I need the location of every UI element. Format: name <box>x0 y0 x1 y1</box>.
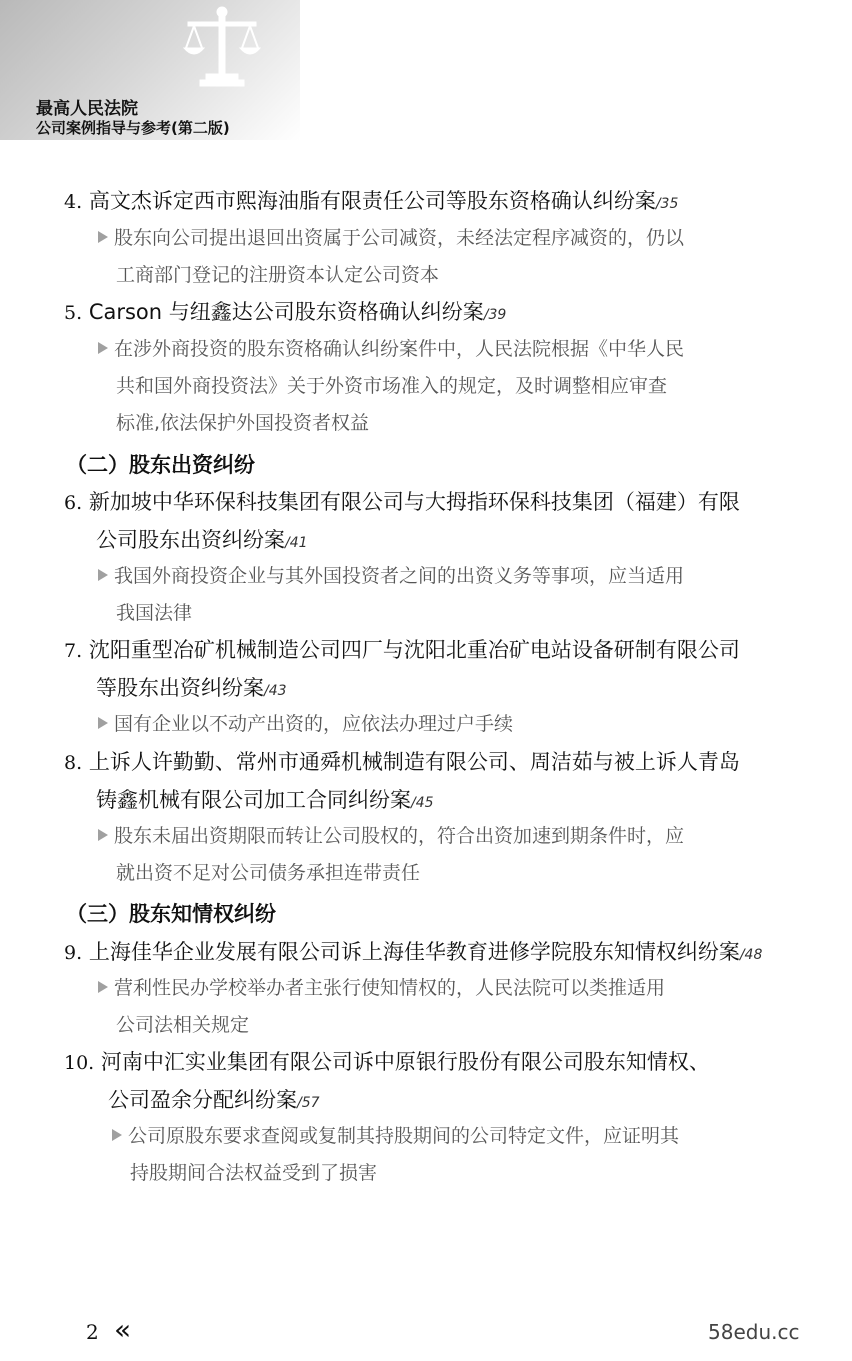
toc-entry-8[interactable] <box>64 752 740 773</box>
watermark: 58edu.cc <box>708 1320 800 1344</box>
entry-page: /48 <box>739 947 763 963</box>
entry-number: 8. <box>64 752 83 774</box>
toc-entry-6-cont[interactable] <box>96 530 308 551</box>
section-heading: （三）股东知情权纠纷 <box>66 902 276 926</box>
toc-entry-6[interactable] <box>64 492 740 513</box>
header-band <box>0 0 300 140</box>
entry-title-line: 铸鑫机械有限公司加工合同纠纷案 <box>96 788 411 812</box>
double-chevron-left-icon: « <box>114 1313 132 1346</box>
entry-summary-line: 我国法律 <box>116 602 193 624</box>
triangle-bullet-icon <box>98 717 108 729</box>
entry-title-line: 等股东出资纠纷案 <box>96 676 264 700</box>
section-heading: （二）股东出资纠纷 <box>66 453 255 477</box>
header-title: 最高人民法院 <box>36 99 138 119</box>
entry-summary-line: 就出资不足对公司债务承担连带责任 <box>116 862 421 884</box>
entry-summary-line: 公司原股东要求查阅或复制其持股期间的公司特定文件，应证明其 <box>112 1127 679 1146</box>
scales-of-justice-icon <box>182 4 262 90</box>
entry-title: 高文杰诉定西市熙海油脂有限责任公司等股东资格确认纠纷案 <box>88 189 656 213</box>
entry-summary-line: 股东未届出资期限而转让公司股权的，符合出资加速到期条件时，应 <box>98 827 684 846</box>
toc-entry-9[interactable] <box>64 942 762 963</box>
entry-number: 10. <box>64 1052 95 1074</box>
entry-summary-line: 营利性民办学校举办者主张行使知情权的，人民法院可以类推适用 <box>98 979 665 998</box>
entry-summary-line: 国有企业以不动产出资的，应依法办理过户手续 <box>98 715 513 734</box>
toc-entry-7-cont[interactable] <box>96 678 287 699</box>
triangle-bullet-icon <box>98 829 108 841</box>
triangle-bullet-icon <box>112 1129 122 1141</box>
entry-page: /41 <box>285 535 308 551</box>
toc-entry-8-cont[interactable] <box>96 790 434 811</box>
entry-summary-line: 标准,依法保护外国投资者权益 <box>116 412 370 434</box>
entry-page: /57 <box>297 1095 320 1111</box>
entry-title-line: 公司盈余分配纠纷案 <box>108 1088 297 1112</box>
entry-number: 5. <box>64 302 83 324</box>
entry-page: /45 <box>411 795 434 811</box>
entry-title-line: 新加坡中华环保科技集团有限公司与大拇指环保科技集团（福建）有限 <box>88 490 740 514</box>
entry-title-line: 公司股东出资纠纷案 <box>96 528 285 552</box>
entry-summary-line: 公司法相关规定 <box>116 1014 250 1036</box>
triangle-bullet-icon <box>98 231 108 243</box>
entry-page: /43 <box>264 683 287 699</box>
entry-number: 4. <box>64 191 83 213</box>
entry-title: Carson 与纽鑫达公司股东资格确认纠纷案 <box>88 300 484 324</box>
triangle-bullet-icon <box>98 342 108 354</box>
page-number: 2 <box>86 1320 99 1344</box>
toc-entry-10[interactable] <box>64 1052 710 1073</box>
entry-summary-line: 股东向公司提出退回出资属于公司减资，未经法定程序减资的，仍以 <box>98 229 684 248</box>
entry-title-line: 沈阳重型冶矿机械制造公司四厂与沈阳北重冶矿电站设备研制有限公司 <box>88 638 740 662</box>
toc-entry-7[interactable] <box>64 640 740 661</box>
entry-number: 7. <box>64 640 83 662</box>
triangle-bullet-icon <box>98 569 108 581</box>
toc-entry-4[interactable] <box>64 191 678 212</box>
entry-title: 上海佳华企业发展有限公司诉上海佳华教育进修学院股东知情权纠纷案 <box>88 940 740 964</box>
entry-number: 6. <box>64 492 83 514</box>
entry-page: /35 <box>655 196 679 212</box>
entry-summary-line: 工商部门登记的注册资本认定公司资本 <box>116 264 440 286</box>
entry-page: /39 <box>483 307 507 323</box>
header-subtitle: 公司案例指导与参考(第二版) <box>36 119 230 137</box>
toc-entry-10-cont[interactable] <box>108 1090 320 1111</box>
entry-summary-line: 持股期间合法权益受到了损害 <box>130 1162 378 1184</box>
entry-summary-line: 共和国外商投资法》关于外资市场准入的规定，及时调整相应审查 <box>116 375 668 397</box>
entry-title-line: 河南中汇实业集团有限公司诉中原银行股份有限公司股东知情权、 <box>100 1050 710 1074</box>
toc-entry-5[interactable] <box>64 302 506 323</box>
entry-summary-line: 我国外商投资企业与其外国投资者之间的出资义务等事项，应当适用 <box>98 567 684 586</box>
entry-title-line: 上诉人许勤勤、常州市通舜机械制造有限公司、周洁茹与被上诉人青岛 <box>88 750 740 774</box>
entry-summary-line: 在涉外商投资的股东资格确认纠纷案件中，人民法院根据《中华人民 <box>98 340 684 359</box>
entry-number: 9. <box>64 942 83 964</box>
triangle-bullet-icon <box>98 981 108 993</box>
